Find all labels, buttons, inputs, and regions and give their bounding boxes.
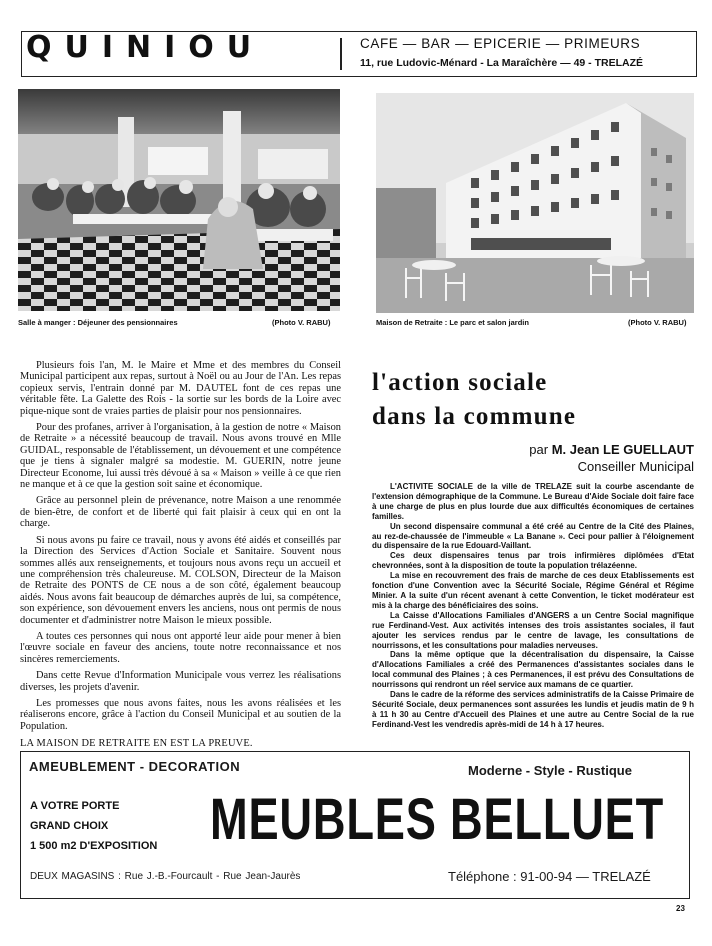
- ad-line-3: 1 500 m2 D'EXPOSITION: [30, 840, 158, 852]
- retirement-home-photo: [376, 93, 694, 313]
- ad-headline-right: Moderne - Style - Rustique: [468, 763, 632, 778]
- photo-caption-home: Maison de Retraite : Le parc et salon jardin: [376, 318, 529, 327]
- headline-line-2: dans la commune: [372, 403, 577, 430]
- paragraph: Si nous avons pu faire ce travail, nous y avons été aidés et conseillés par la Direction des Services d'Action Sociale et Sanitaire. Souvent nous sommes allés aux renseignements, et toujours nous avons reçu un accueil et une compréhension très chaleureuse. M. COLSON, Directeur de la Maison de Retraite des PONTS de CE nous a de son côté, également beaucoup aidés. Nous avons fait beaucoup de démarches auprès de lui, sa compétence, son expérience, son dévouement envers les anciens, nous ont permis de nous documenter et d'administrer notre Maison le mieux possible.: [20, 534, 341, 626]
- paragraph: L'ACTIVITE SOCIALE de la ville de TRELAZE suit la courbe ascendante de l'extension démographique de la Commune. Le Bureau d'Aide Sociale doit faire face à une charge de plus en plus lourde due aux difficultés économiques de certaines familles.: [372, 482, 694, 521]
- paragraph: Plusieurs fois l'an, M. le Maire et Mme et des membres du Conseil Municipal participent aux repas, surtout à Noël ou au Jour de l'An. Les repas copieux servis, l'entrain donné par M. DAUTEL font de ces repas une véritable fête. La Galette des Rois - la sortie sur les bords de la Loire avec pique-nique sont de vraies parties de plaisir pour nos pensionnaires.: [20, 360, 341, 417]
- dining-room-photo: [18, 89, 340, 311]
- paragraph: La mise en recouvrement des frais de marche de ces deux Etablissements est fonction d'une Convention avec la Sécurité Sociale, Régime Général et Régime Minier. A la suite d'un récent avenant à cette Convention, le ticket modérateur est mis à la charge des bénéficiaires des soins.: [372, 571, 694, 610]
- paragraph: Ces deux dispensaires tenus par trois infirmières diplômées d'Etat chevronnées, sont à la disposition de toute la population trélazéenne.: [372, 551, 694, 571]
- paragraph: La Caisse d'Allocations Familiales d'ANGERS a un Centre Social magnifique rue Ferdinand-Vest. Aux activités intenses des trois assistantes sociales, il faut ajouter les services rendus par le centre de lavage, les consultations de nourrissons, et les consultations pour maladies nerveuses.: [372, 610, 694, 650]
- article-headline: [372, 366, 702, 434]
- ad-headline-left: AMEUBLEMENT - DECORATION: [29, 759, 241, 774]
- paragraph: Dans cette Revue d'Information Municipale vous verrez les réalisations diverses, les projets d'avenir.: [20, 670, 341, 693]
- page-number: 23: [676, 904, 685, 913]
- belluet-brand: MEUBLES BELLUET: [210, 787, 665, 852]
- ad-line-1: A VOTRE PORTE: [30, 800, 120, 812]
- quiniou-address: 11, rue Ludovic-Ménard - La Maraîchère — 49 - TRELAZÉ: [360, 57, 643, 69]
- photo-credit-dining: (Photo V. RABU): [272, 318, 331, 327]
- author-name: M. Jean LE GUELLAUT: [551, 442, 694, 457]
- quiniou-tagline: CAFE — BAR — EPICERIE — PRIMEURS: [360, 36, 641, 51]
- ad-line-2: GRAND CHOIX: [30, 820, 109, 832]
- quiniou-brand: QUINIOU: [26, 30, 265, 65]
- paragraph: Pour des profanes, arriver à l'organisation, à la gestion de notre « Maison de Retraite » a nécessité beaucoup de travail. Nous avons trouvé en Mlle GUIDAL, responsable de l'établissement, un dévouement et une compétence que je tiens à signaler malgré sa modestie. M. GUERIN, notre jeune Directeur Econome, lui aussi très dévoué à sa « Maison » veille à ce que rien ne manque et à ce que la gestion soit saine et économique.: [20, 422, 341, 491]
- author-role: Conseiller Municipal: [577, 459, 694, 474]
- paragraph: A toutes ces personnes qui nous ont apporté leur aide pour mener à bien l'œuvre sociale en faveur des anciens, toute notre reconnaissance et nos sincères remerciements.: [20, 630, 341, 665]
- article-byline: [372, 441, 694, 475]
- paragraph: Les promesses que nous avons faites, nous les avons réalisées et les réaliserons encore, grâce à l'action du Conseil Municipal et au soutien de la Population.: [20, 697, 341, 732]
- ad-phone: Téléphone : 91-00-94 — TRELAZÉ: [448, 869, 651, 884]
- ad-divider: [340, 38, 342, 70]
- ad-stores: DEUX MAGASINS : Rue J.-B.-Fourcault - Rue Jean-Jaurès: [30, 871, 301, 882]
- paragraph: Dans la même optique que la décentralisation du dispensaire, la Caisse d'Allocations Familiales a créé des Permanences d'assistantes sociales dans le local communal des Plaines ; à ces Permanences, il est prévu des Consultations de nourrissons qui rendront un réel service aux mamans de ce quartier.: [372, 650, 694, 690]
- article-body: [372, 482, 694, 730]
- closing-line: LA MAISON DE RETRAITE EN EST LA PREUVE.: [20, 738, 253, 750]
- byline-prefix: par: [529, 442, 549, 457]
- paragraph: Grâce au personnel plein de prévenance, notre Maison a une renommée de bien-être, de confort et de liberté qui fait plaisir à ceux qui en ont la charge.: [20, 495, 341, 530]
- left-column-text: [20, 360, 341, 755]
- photo-caption-dining: Salle à manger : Déjeuner des pensionnaires: [18, 318, 178, 327]
- photo-credit-home: (Photo V. RABU): [628, 318, 687, 327]
- paragraph: Dans le cadre de la réforme des services administratifs de la Caisse Primaire de Sécurité Sociale, deux permanences sont assurées les lundis et jeudis matin de 9 h à 11 h 30 au Centre d'Accueil des Plaines et une autre au Centre Social de la rue Ferdinand-Vest les vendredis après-midi de 14 h à 17 heures.: [372, 690, 694, 729]
- headline-line-1: l'action sociale: [372, 369, 548, 396]
- paragraph: Un second dispensaire communal a été créé au Centre de la Cité des Plaines, au rez-de-chaussée de l'immeuble « La Banane ». Ceci pour pallier à l'éloignement du dispensaire de la rue Edouard-Vaillant.: [372, 521, 694, 551]
